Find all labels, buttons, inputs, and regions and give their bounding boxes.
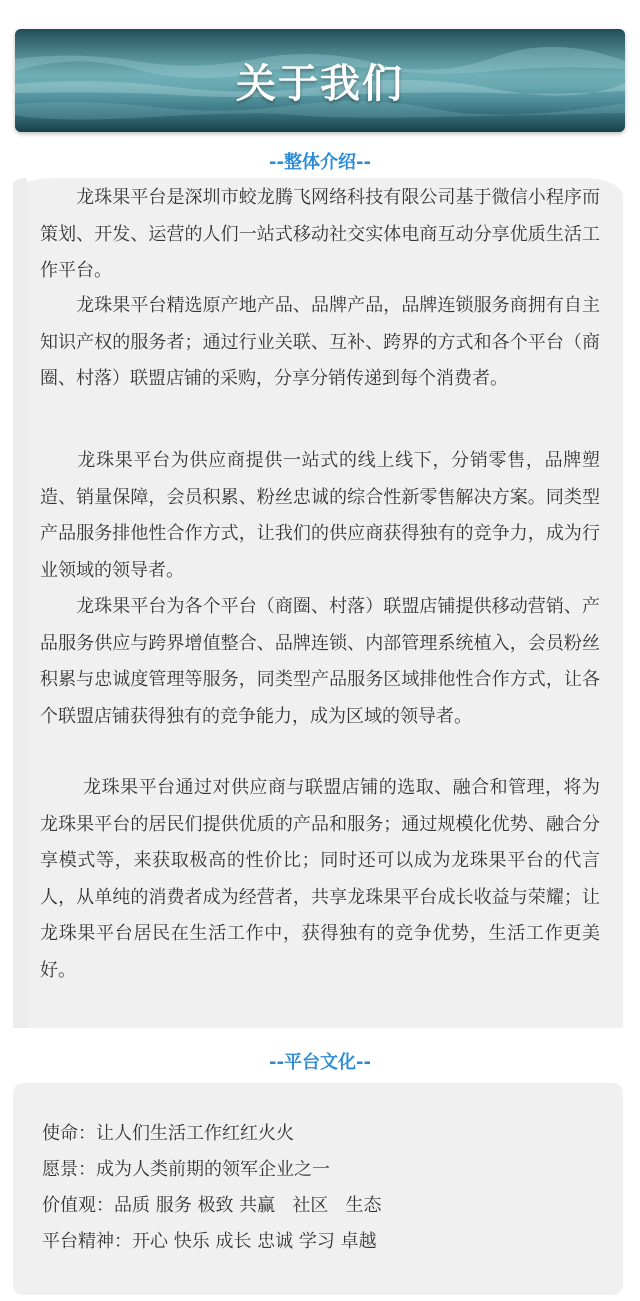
intro-paragraph-5: 龙珠果平台通过对供应商与联盟店铺的选取、融合和管理，将为龙珠果平台的居民们提供优质的产品和服务；通过规模化优势、融合分享模式等，来获取极高的性价比；同时还可以成为龙珠果平台的代言人，从单纯的消费者成为经营者，共享龙珠果平台成长收益与荣耀；让龙珠果平台居民在生活工作中，获得独有的竞争优势，生活工作更美好。 — [40, 777, 600, 981]
intro-section-heading: --整体介绍-- — [269, 152, 371, 173]
intro-paragraph-4: 龙珠果平台为各个平台（商圈、村落）联盟店铺提供移动营销、产品服务供应与跨界增值整合、品牌连锁、内部管理系统植入，会员粉丝积累与忠诚度管理等服务，同类型产品服务区域排他性合作方式，让各个联盟店铺获得独有的竞争能力，成为区域的领导者。 — [40, 596, 600, 727]
spirit-line: 平台精神：开心 快乐 成长 忠诚 学习 卓越 — [42, 1231, 377, 1252]
about-us-banner — [15, 29, 625, 132]
culture-section-heading: --平台文化-- — [269, 1052, 371, 1073]
page-title: 关于我们 — [236, 60, 404, 107]
mission-line: 使命：让人们生活工作红红火火 — [42, 1123, 294, 1144]
values-line: 价值观：品质 服务 极致 共赢 社区 生态 — [42, 1195, 382, 1216]
intro-paragraph-3: 龙珠果平台为供应商提供一站式的线上线下，分销零售，品牌塑造、销量保障，会员积累、粉丝忠诚的综合性新零售解决方案。同类型产品服务排他性合作方式，让我们的供应商获得独有的竞争力，成为行业领域的领导者。 — [40, 450, 600, 581]
intro-paragraph-1: 龙珠果平台是深圳市蛟龙腾飞网络科技有限公司基于微信小程序而策划、开发、运营的人们一站式移动社交实体电商互动分享优质生活工作平台。 — [40, 187, 600, 281]
vision-line: 愿景：成为人类前期的领军企业之一 — [42, 1159, 330, 1180]
intro-paragraph-2: 龙珠果平台精选原产地产品、品牌产品，品牌连锁服务商拥有自主知识产权的服务者；通过行业关联、互补、跨界的方式和各个平台（商圈、村落）联盟店铺的采购，分享分销传递到每个消费者。 — [40, 295, 600, 389]
